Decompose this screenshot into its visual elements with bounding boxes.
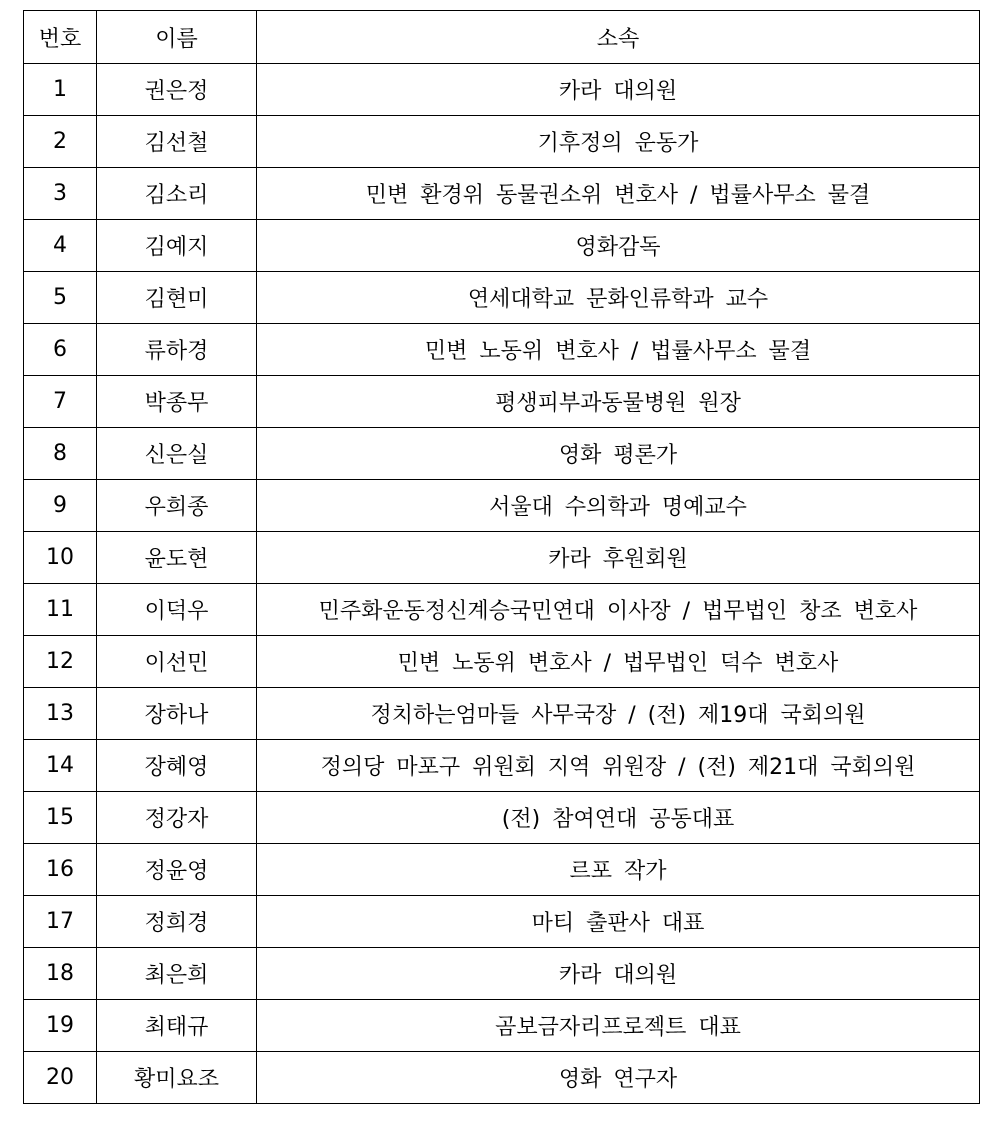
table-row <box>24 1052 980 1104</box>
table-row <box>24 480 980 532</box>
number-cell: 12 <box>24 636 97 688</box>
affiliation-cell: 평생피부과동물병원 원장 <box>257 376 980 428</box>
number-cell: 3 <box>24 168 97 220</box>
affiliation-cell: 연세대학교 문화인류학과 교수 <box>257 272 980 324</box>
name-cell: 황미요조 <box>97 1052 257 1104</box>
number-cell: 6 <box>24 324 97 376</box>
name-cell: 윤도현 <box>97 532 257 584</box>
number-cell: 4 <box>24 220 97 272</box>
table-row <box>24 376 980 428</box>
name-cell: 김소리 <box>97 168 257 220</box>
header-number: 번호 <box>24 11 97 64</box>
header-name: 이름 <box>97 11 257 64</box>
table-row <box>24 168 980 220</box>
name-cell: 장하나 <box>97 688 257 740</box>
number-cell: 11 <box>24 584 97 636</box>
affiliation-cell: 영화 평론가 <box>257 428 980 480</box>
number-cell: 20 <box>24 1052 97 1104</box>
number-cell: 1 <box>24 64 97 116</box>
table-row <box>24 792 980 844</box>
table-row <box>24 1000 980 1052</box>
number-cell: 2 <box>24 116 97 168</box>
table-row <box>24 740 980 792</box>
number-cell: 19 <box>24 1000 97 1052</box>
number-cell: 5 <box>24 272 97 324</box>
affiliation-cell: 곰보금자리프로젝트 대표 <box>257 1000 980 1052</box>
number-cell: 7 <box>24 376 97 428</box>
number-cell: 16 <box>24 844 97 896</box>
affiliation-cell: 카라 대의원 <box>257 64 980 116</box>
table-row <box>24 64 980 116</box>
table-row <box>24 636 980 688</box>
table-row <box>24 532 980 584</box>
name-cell: 최태규 <box>97 1000 257 1052</box>
name-cell: 김선철 <box>97 116 257 168</box>
affiliation-cell: 민주화운동정신계승국민연대 이사장 / 법무법인 창조 변호사 <box>257 584 980 636</box>
affiliation-cell: 카라 후원회원 <box>257 532 980 584</box>
name-cell: 권은정 <box>97 64 257 116</box>
header-affiliation: 소속 <box>257 11 980 64</box>
affiliation-cell: 서울대 수의학과 명예교수 <box>257 480 980 532</box>
number-cell: 9 <box>24 480 97 532</box>
table-row <box>24 896 980 948</box>
table-row <box>24 584 980 636</box>
table-row <box>24 272 980 324</box>
name-cell: 정윤영 <box>97 844 257 896</box>
number-cell: 14 <box>24 740 97 792</box>
table-row <box>24 324 980 376</box>
table-header-row <box>24 11 980 64</box>
table-row <box>24 844 980 896</box>
name-cell: 장혜영 <box>97 740 257 792</box>
table-row <box>24 428 980 480</box>
affiliation-cell: 정치하는엄마들 사무국장 / (전) 제19대 국회의원 <box>257 688 980 740</box>
name-cell: 박종무 <box>97 376 257 428</box>
table-row <box>24 220 980 272</box>
name-cell: 류하경 <box>97 324 257 376</box>
affiliation-cell: 르포 작가 <box>257 844 980 896</box>
member-table <box>23 10 980 1104</box>
affiliation-cell: 정의당 마포구 위원회 지역 위원장 / (전) 제21대 국회의원 <box>257 740 980 792</box>
name-cell: 정강자 <box>97 792 257 844</box>
number-cell: 13 <box>24 688 97 740</box>
name-cell: 최은희 <box>97 948 257 1000</box>
name-cell: 김현미 <box>97 272 257 324</box>
name-cell: 김예지 <box>97 220 257 272</box>
name-cell: 정희경 <box>97 896 257 948</box>
table-row <box>24 688 980 740</box>
number-cell: 17 <box>24 896 97 948</box>
table-row <box>24 948 980 1000</box>
affiliation-cell: 마티 출판사 대표 <box>257 896 980 948</box>
table-body <box>24 64 980 1104</box>
affiliation-cell: 민변 환경위 동물권소위 변호사 / 법률사무소 물결 <box>257 168 980 220</box>
name-cell: 이선민 <box>97 636 257 688</box>
name-cell: 이덕우 <box>97 584 257 636</box>
affiliation-cell: 민변 노동위 변호사 / 법무법인 덕수 변호사 <box>257 636 980 688</box>
number-cell: 15 <box>24 792 97 844</box>
table-row <box>24 116 980 168</box>
affiliation-cell: (전) 참여연대 공동대표 <box>257 792 980 844</box>
affiliation-cell: 영화 연구자 <box>257 1052 980 1104</box>
affiliation-cell: 기후정의 운동가 <box>257 116 980 168</box>
name-cell: 우희종 <box>97 480 257 532</box>
affiliation-cell: 민변 노동위 변호사 / 법률사무소 물결 <box>257 324 980 376</box>
affiliation-cell: 카라 대의원 <box>257 948 980 1000</box>
number-cell: 8 <box>24 428 97 480</box>
affiliation-cell: 영화감독 <box>257 220 980 272</box>
number-cell: 18 <box>24 948 97 1000</box>
name-cell: 신은실 <box>97 428 257 480</box>
number-cell: 10 <box>24 532 97 584</box>
